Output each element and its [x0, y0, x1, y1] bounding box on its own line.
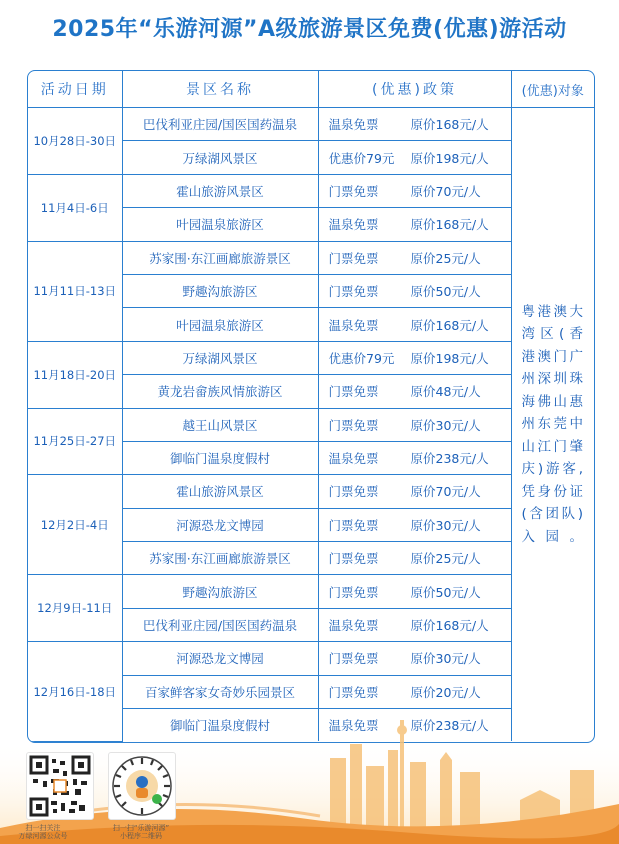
activity-date: 11月25日-27日: [28, 408, 122, 475]
policy-text: 门票免票: [328, 417, 379, 433]
table-row: [28, 341, 594, 374]
scenic-name: 巴伐利亚庄园/国医国药温泉: [122, 108, 318, 141]
policy-cell: [318, 241, 511, 274]
policy-cell: [318, 542, 511, 575]
original-price: 原价25元/人: [410, 250, 481, 266]
policy-text: 门票免票: [328, 684, 379, 700]
activity-date: 12月16日-18日: [28, 642, 122, 742]
policy-cell: [318, 174, 511, 207]
wechat-account-qr-code: [26, 752, 94, 820]
activity-date: 10月28日-30日: [28, 108, 122, 175]
policy-cell: [318, 642, 511, 675]
policy-text: 温泉免票: [328, 618, 379, 634]
header-date: 活动日期: [28, 71, 122, 108]
scenic-name: 霍山旅游风景区: [122, 174, 318, 207]
table-row: [28, 642, 594, 675]
policy-text: 门票免票: [328, 584, 379, 600]
table-row: [28, 174, 594, 207]
scenic-name: 御临门温泉度假村: [122, 709, 318, 742]
scenic-name: 河源恐龙文博园: [122, 642, 318, 675]
activity-date: 11月11日-13日: [28, 241, 122, 341]
policy-text: 门票免票: [328, 284, 379, 300]
original-price: 原价48元/人: [410, 384, 481, 400]
policy-text: 温泉免票: [328, 117, 379, 133]
activity-date: 11月4日-6日: [28, 174, 122, 241]
scenic-name: 野趣沟旅游区: [122, 575, 318, 608]
policy-cell: [318, 308, 511, 341]
table-body: [28, 108, 594, 742]
scenic-name: 叶园温泉旅游区: [122, 208, 318, 241]
policy-cell: [318, 108, 511, 141]
wechat-qr-caption: 扫一扫关注 万绿河源公众号: [18, 824, 68, 840]
activity-date: 12月2日-4日: [28, 475, 122, 575]
table-row: [28, 408, 594, 441]
policy-cell: [318, 141, 511, 174]
policy-text: 门票免票: [328, 517, 379, 533]
original-price: 原价30元/人: [410, 417, 481, 433]
table-row: [28, 475, 594, 508]
original-price: 原价168元/人: [410, 317, 489, 333]
policy-cell: [318, 575, 511, 608]
policy-cell: [318, 475, 511, 508]
policy-text: 门票免票: [328, 551, 379, 567]
policy-cell: [318, 408, 511, 441]
scenic-name: 巴伐利亚庄园/国医国药温泉: [122, 608, 318, 641]
original-price: 原价70元/人: [410, 484, 481, 500]
policy-text: 优惠价79元: [328, 150, 395, 166]
scenic-name: 黄龙岩畲族风情旅游区: [122, 375, 318, 408]
header-scenic: 景区名称: [122, 71, 318, 108]
original-price: 原价30元/人: [410, 517, 481, 533]
header-policy: (优惠)政策: [318, 71, 511, 108]
policy-text: 门票免票: [328, 183, 379, 199]
poster-title: 2025年“乐游河源”A级旅游景区免费(优惠)游活动: [52, 17, 567, 42]
original-price: 原价168元/人: [410, 217, 489, 233]
policy-text: 门票免票: [328, 250, 379, 266]
policy-cell: [318, 274, 511, 307]
activity-date: 11月18日-20日: [28, 341, 122, 408]
policy-text: 温泉免票: [328, 317, 379, 333]
mini-program-qr-code: [108, 752, 176, 820]
mini-program-qr-caption: 扫一扫“乐游河源” 小程序二维码: [112, 824, 170, 840]
original-price: 原价168元/人: [410, 618, 489, 634]
scenic-name: 霍山旅游风景区: [122, 475, 318, 508]
policy-cell: [318, 608, 511, 641]
policy-cell: [318, 341, 511, 374]
policy-cell: [318, 208, 511, 241]
table-row: [28, 241, 594, 274]
original-price: 原价168元/人: [410, 117, 489, 133]
original-price: 原价20元/人: [410, 684, 481, 700]
policy-text: 温泉免票: [328, 217, 379, 233]
activity-table: [27, 70, 595, 743]
policy-text: 门票免票: [328, 384, 379, 400]
mini-program-code-icon: [109, 753, 175, 819]
qr-code-icon: [27, 753, 93, 819]
target-audience: [511, 108, 594, 742]
target-audience-text: 粤港澳大湾区(香港澳门广州深圳珠海佛山惠州东莞中山江门肇庆)游客,凭身份证(含团队)入园。: [521, 303, 584, 545]
policy-cell: [318, 508, 511, 541]
table-row: [28, 108, 594, 141]
scenic-name: 叶园温泉旅游区: [122, 308, 318, 341]
header-target: (优惠)对象: [511, 71, 594, 108]
original-price: 原价238元/人: [410, 718, 489, 734]
scenic-name: 御临门温泉度假村: [122, 441, 318, 474]
original-price: 原价70元/人: [410, 183, 481, 199]
policy-cell: [318, 441, 511, 474]
scenic-name: 万绿湖风景区: [122, 141, 318, 174]
scenic-name: 苏家围·东江画廊旅游景区: [122, 241, 318, 274]
original-price: 原价238元/人: [410, 451, 489, 467]
original-price: 原价198元/人: [410, 350, 489, 366]
original-price: 原价50元/人: [410, 584, 481, 600]
original-price: 原价30元/人: [410, 651, 481, 667]
policy-cell: [318, 375, 511, 408]
scenic-name: 苏家围·东江画廊旅游景区: [122, 542, 318, 575]
policy-text: 优惠价79元: [328, 350, 395, 366]
original-price: 原价25元/人: [410, 551, 481, 567]
policy-text: 门票免票: [328, 651, 379, 667]
scenic-name: 万绿湖风景区: [122, 341, 318, 374]
policy-text: 门票免票: [328, 484, 379, 500]
activity-date: 12月9日-11日: [28, 575, 122, 642]
original-price: 原价50元/人: [410, 284, 481, 300]
policy-text: 温泉免票: [328, 451, 379, 467]
original-price: 原价198元/人: [410, 150, 489, 166]
table-row: [28, 575, 594, 608]
scenic-name: 越王山风景区: [122, 408, 318, 441]
scenic-name: 河源恐龙文博园: [122, 508, 318, 541]
scenic-name: 野趣沟旅游区: [122, 274, 318, 307]
scenic-name: 百家鲜客家女奇妙乐园景区: [122, 675, 318, 708]
policy-text: 温泉免票: [328, 718, 379, 734]
